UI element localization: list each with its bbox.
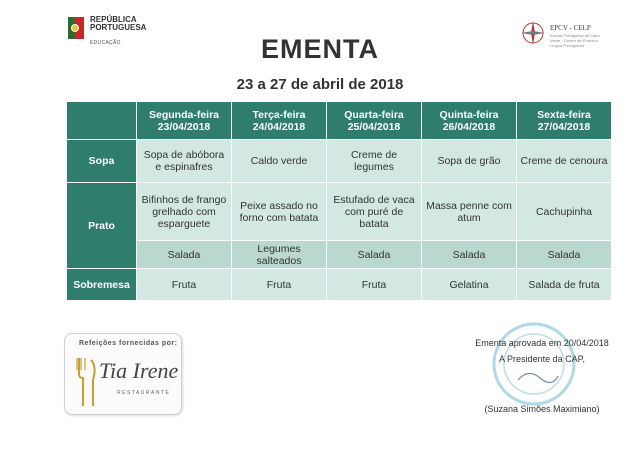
school-name: EPCV - CELP [550,24,591,32]
header-row [67,102,612,140]
day-header: Segunda-feira 23/04/2018 [137,102,232,140]
menu-cell: Massa penne com atum [422,183,517,241]
sopa-row [67,140,612,183]
menu-cell: Estufado de vaca com puré de batata [327,183,422,241]
menu-cell: Caldo verde [232,140,327,183]
menu-cell: Salada [137,241,232,269]
day-header: Quarta-feira 25/04/2018 [327,102,422,140]
menu-cell: Creme de legumes [327,140,422,183]
approval-role: A Presidente da CAP, [499,354,585,364]
page-title: EMENTA [261,34,379,64]
utensils-icon [75,356,99,408]
approval-date: Ementa aprovada em 20/04/2018 [475,338,609,348]
menu-cell: Salada [422,241,517,269]
prato-row [67,183,612,241]
supplier-name: Tia Irene [99,358,179,383]
row-label-prato: Prato [67,183,137,269]
menu-cell: Fruta [232,269,327,301]
menu-cell: Salada [517,241,612,269]
menu-cell: Salada de fruta [517,269,612,301]
menu-cell: Cachupinha [517,183,612,241]
day-header: Quinta-feira 26/04/2018 [422,102,517,140]
school-subtitle: Escola Portuguesa de Cabo Verde · Centro de Ensino e Língua Portuguesa [550,33,600,48]
corner-cell [67,102,137,140]
gov-line2: PORTUGUESA [90,23,147,32]
gov-sub: EDUCAÇÃO [90,40,121,46]
signer-name: (Suzana Simões Maximiano) [484,404,600,414]
menu-cell: Creme de cenoura [517,140,612,183]
salada-row [67,241,612,269]
government-logo-text [90,16,146,32]
menu-table [66,101,612,301]
approval-block [462,338,622,365]
supplier-tagline: RESTAURANTE [117,390,171,396]
menu-cell: Bifinhos de frango grelhado com esparguete [137,183,232,241]
day-header: Terça-feira 24/04/2018 [232,102,327,140]
menu-cell: Fruta [327,269,422,301]
supplier-caption: Refeições fornecidas por: [79,340,178,347]
week-range: 23 a 27 de abril de 2018 [236,76,404,93]
sobremesa-row [67,269,612,301]
gov-line1: REPÚBLICA [90,15,137,24]
row-label-sobremesa: Sobremesa [67,269,137,301]
menu-cell: Legumes salteados [232,241,327,269]
menu-cell: Sopa de abóbora e espinafres [137,140,232,183]
menu-cell: Sopa de grão [422,140,517,183]
day-header: Sexta-feira 27/04/2018 [517,102,612,140]
row-label-sopa: Sopa [67,140,137,183]
supplier-logo [64,333,182,415]
menu-cell: Salada [327,241,422,269]
menu-cell: Fruta [137,269,232,301]
menu-cell: Gelatina [422,269,517,301]
menu-cell: Peixe assado no forno com batata [232,183,327,241]
